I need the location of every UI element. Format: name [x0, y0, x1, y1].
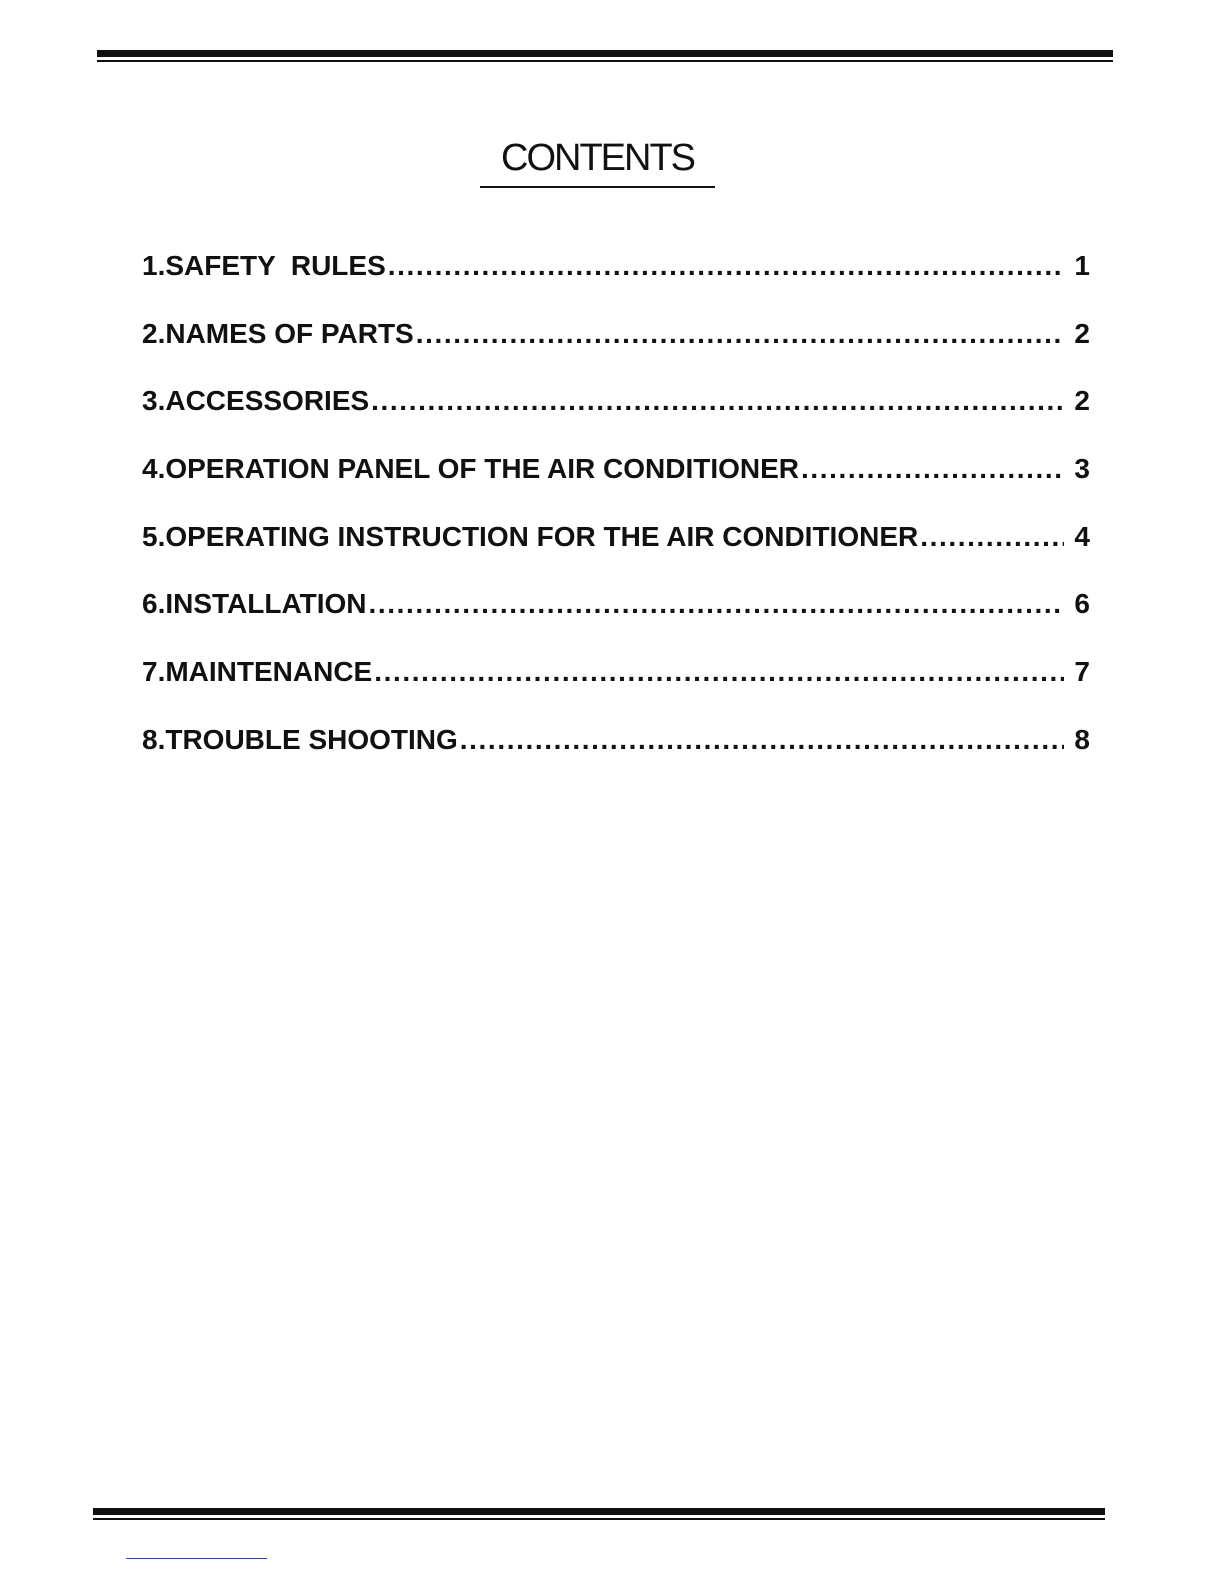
toc-dot-leader: [388, 250, 1064, 282]
toc-dot-leader: [416, 318, 1064, 350]
top-rule-thick-line: [97, 50, 1113, 57]
toc-entry-trouble-shooting[interactable]: [142, 724, 1090, 792]
toc-page-number: 1: [1074, 250, 1090, 281]
toc-page-number: 7: [1074, 656, 1090, 688]
bottom-rule-thick-line: [93, 1508, 1105, 1515]
bottom-rule: [93, 1508, 1105, 1522]
toc-entry-label: 6.INSTALLATION: [142, 588, 367, 620]
toc-entry-maintenance[interactable]: [142, 656, 1090, 724]
table-of-contents: [142, 250, 1090, 792]
toc-page-number: 3: [1074, 453, 1090, 485]
page-title: CONTENTS: [480, 132, 715, 188]
toc-entry-operating-instruction[interactable]: [142, 521, 1090, 589]
toc-entry-label: 3.ACCESSORIES: [142, 385, 370, 417]
toc-dot-leader: [460, 724, 1064, 756]
toc-dot-leader: [371, 385, 1064, 417]
footer-underline: [126, 1558, 267, 1559]
toc-entry-label: 1.SAFETY RULES: [142, 250, 386, 281]
toc-dot-leader: [369, 588, 1064, 620]
toc-entry-label: 8.TROUBLE SHOOTING: [142, 723, 458, 755]
toc-entry-label: 5.OPERATING INSTRUCTION FOR THE AIR CONDITIONER: [142, 520, 919, 552]
toc-page-number: 4: [1074, 520, 1090, 552]
top-rule: [97, 50, 1113, 64]
toc-page-number: 8: [1074, 723, 1090, 755]
toc-page-number: 2: [1074, 317, 1090, 349]
toc-dot-leader: [920, 521, 1064, 553]
toc-entry-accessories[interactable]: [142, 385, 1090, 453]
toc-entry-names-of-parts[interactable]: [142, 318, 1090, 386]
toc-dot-leader: [374, 656, 1064, 688]
toc-entry-label: 4.OPERATION PANEL OF THE AIR CONDITIONER: [142, 453, 800, 485]
bottom-rule-thin-line: [93, 1518, 1105, 1520]
toc-entry-label: 7.MAINTENANCE: [142, 656, 373, 688]
toc-entry-label: 2.NAMES OF PARTS: [142, 317, 414, 349]
toc-page-number: 6: [1074, 588, 1090, 620]
toc-entry-operation-panel[interactable]: [142, 453, 1090, 521]
toc-page-number: 2: [1074, 385, 1090, 417]
top-rule-thin-line: [97, 60, 1113, 62]
toc-entry-installation[interactable]: [142, 588, 1090, 656]
toc-entry-safety-rules[interactable]: [142, 250, 1090, 318]
toc-dot-leader: [801, 453, 1064, 485]
